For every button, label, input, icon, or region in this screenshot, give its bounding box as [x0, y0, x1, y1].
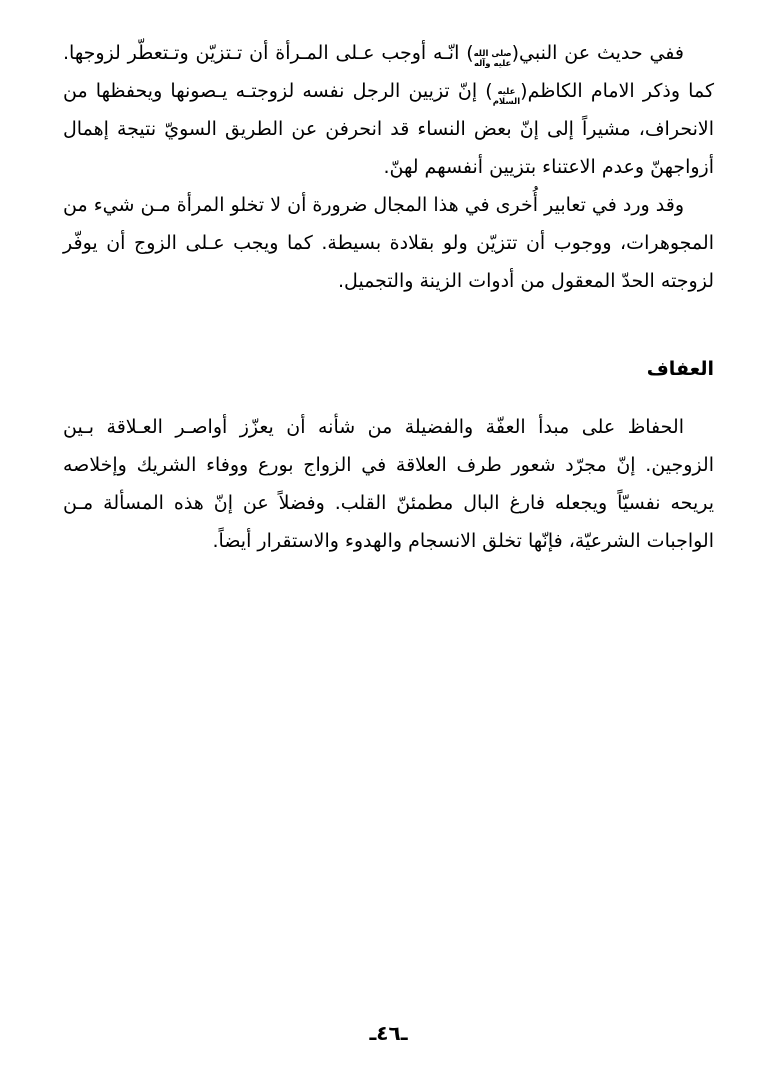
paragraph-hadith [63, 34, 714, 186]
honorific-line: السلام [492, 97, 521, 107]
honorific-line: صلى الله [473, 49, 512, 59]
text-run: ففي حديث عن النبي( [511, 42, 684, 64]
section-heading-chastity: العفاف [646, 358, 714, 380]
imam-honorific-symbol [493, 87, 520, 107]
page-number: ـ٤٦ـ [369, 1021, 408, 1045]
honorific-line: عليه [497, 87, 516, 97]
text-run: ) انّـه أوجب عـلى المـرأة أن تـتزيّن وتـتعطّر لزوجها. كما وذكر الامام الكاظم( [63, 42, 714, 102]
paragraph-chastity: الحفاظ على مبدأ العفّة والفضيلة من شأنه أن يعزّز أواصـر العـلاقة بـين الزوجين. إنّ مجرّد شعور طرف العلاقة في الزواج بورع ووفاء الشريك وإخلاصه يريحه نفسيّاً ويجعله فارغ البال مطمئنّ القلب. وفضلاً عن إنّ هذه المسألة مـن الواجبات الشرعيّة، فإنّها تخلق الانسجام والهدوء والاستقرار أيضاً. [63, 416, 714, 552]
prophet-honorific-symbol [474, 49, 512, 69]
text-run: ) إنّ تزيين الرجل نفسه لزوجتـه يـصونها ويحفظها من الانحراف، مشيراً إلى إنّ بعض النساء قد انحرفن عن الطريق السويّ نتيجة إهمال أزواجهنّ وعدم الاعتناء بتزيين أنفسهم لهنّ. [63, 80, 714, 178]
honorific-line: عليه وآله [473, 59, 512, 69]
paragraph-jewelry: وقد ورد في تعابير أُخرى في هذا المجال ضرورة أن لا تخلو المرأة مـن شيء من المجوهرات، ووجوب أن تتزيّن ولو بقلادة بسيطة. كما ويجب عـلى الزوج أن يوفّر لزوجته الحدّ المعقول من أدوات الزينة والتجميل. [63, 194, 714, 292]
